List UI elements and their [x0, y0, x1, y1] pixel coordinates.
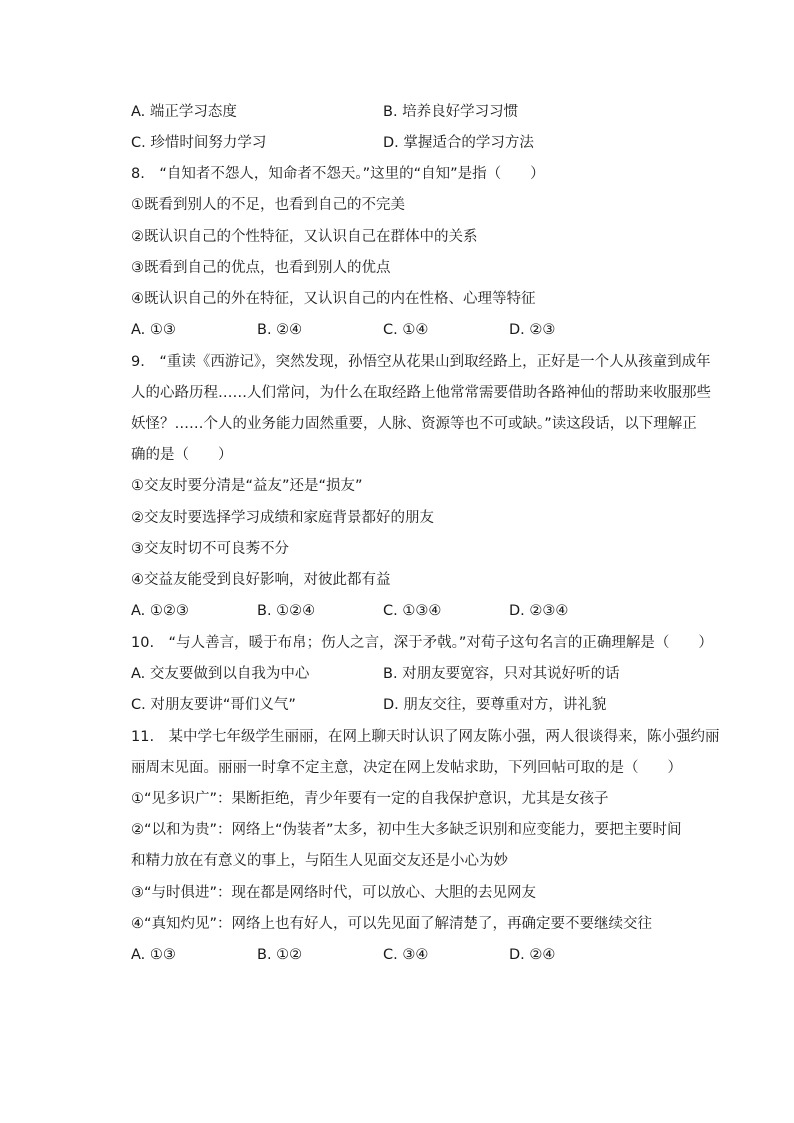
q11-option-b: B. ①② [257, 947, 303, 963]
q7-option-b: B. 培养良好学习习惯 [383, 104, 519, 120]
q8-stem: 8. “自知者不怨人，知命者不怨天。”这里的“自知”是指（ ） [131, 166, 545, 182]
q8-item-1: ①既看到别人的不足，也看到自己的不完美 [131, 197, 405, 213]
q11-option-c: C. ③④ [383, 947, 429, 963]
q10-option-b: B. 对朋友要宽容，只对其说好听的话 [383, 666, 620, 682]
q11-item-2-cont: 和精力放在有意义的事上，与陌生人见面交友还是小心为妙 [131, 853, 508, 869]
q9-option-a: A. ①②③ [131, 603, 189, 619]
q9-item-3: ③交友时切不可良莠不分 [131, 541, 289, 557]
q9-item-1: ①交友时要分清是“益友”还是“损友” [131, 478, 363, 494]
q9-option-c: C. ①③④ [383, 603, 442, 619]
q9-stem-line-2: 人的心路历程……人们常问，为什么在取经路上他常常需要借助各路神仙的帮助来收服那些 [131, 385, 711, 401]
q9-option-d: D. ②③④ [509, 603, 569, 619]
q9-option-b: B. ①②④ [257, 603, 316, 619]
q8-option-b: B. ②④ [257, 322, 303, 338]
q8-option-c: C. ①④ [383, 322, 429, 338]
q7-option-d: D. 掌握适合的学习方法 [383, 135, 534, 151]
q11-item-4: ④“真知灼见”：网络上也有好人，可以先见面了解清楚了，再确定要不要继续交往 [131, 916, 653, 932]
q8-item-2: ②既认识自己的个性特征，又认识自己在群体中的关系 [131, 229, 478, 245]
q7-option-a: A. 端正学习态度 [131, 104, 237, 120]
q10-option-c: C. 对朋友要讲“哥们义气” [131, 697, 296, 713]
q11-item-1: ①“见多识广”：果断拒绝，青少年要有一定的自我保护意识，尤其是女孩子 [131, 791, 609, 807]
q8-item-4: ④既认识自己的外在特征，又认识自己的内在性格、心理等特征 [131, 291, 536, 307]
q7-option-c: C. 珍惜时间努力学习 [131, 135, 267, 151]
q11-option-d: D. ②④ [509, 947, 556, 963]
q8-option-d: D. ②③ [509, 322, 556, 338]
q11-item-2: ②“以和为贵”：网络上“伪装者”太多，初中生大多缺乏识别和应变能力，要把主要时间 [131, 822, 682, 838]
q9-stem-line-4: 确的是（ ） [131, 447, 233, 463]
q9-stem-line-3: 妖怪？……个人的业务能力固然重要，人脉、资源等也不可或缺。”读这段话，以下理解正 [131, 416, 697, 432]
q11-stem-line-1: 11. 某中学七年级学生丽丽，在网上聊天时认识了网友陈小强，两人很谈得来，陈小强约丽 [131, 729, 720, 745]
q8-option-a: A. ①③ [131, 322, 176, 338]
q9-item-4: ④交益友能受到良好影响，对彼此都有益 [131, 572, 391, 588]
q10-option-a: A. 交友要做到以自我为中心 [131, 666, 310, 682]
q10-option-d: D. 朋友交往，要尊重对方，讲礼貌 [383, 697, 607, 713]
q8-item-3: ③既看到自己的优点，也看到别人的优点 [131, 260, 391, 276]
q11-item-3: ③“与时俱进”：现在都是网络时代，可以放心、大胆的去见网友 [131, 885, 537, 901]
q11-stem-line-2: 丽周末见面。丽丽一时拿不定主意，决定在网上发帖求助，下列回帖可取的是（ ） [131, 760, 682, 776]
q9-item-2: ②交友时要选择学习成绩和家庭背景都好的朋友 [131, 510, 434, 526]
q9-stem-line-1: 9. “重读《西游记》，突然发现，孙悟空从花果山到取经路上，正好是一个人从孩童到成年 [131, 354, 711, 370]
q10-stem: 10. “与人善言，暖于布帛；伤人之言，深于矛戟。”对荀子这句名言的正确理解是（ ） [131, 635, 713, 651]
q11-option-a: A. ①③ [131, 947, 176, 963]
